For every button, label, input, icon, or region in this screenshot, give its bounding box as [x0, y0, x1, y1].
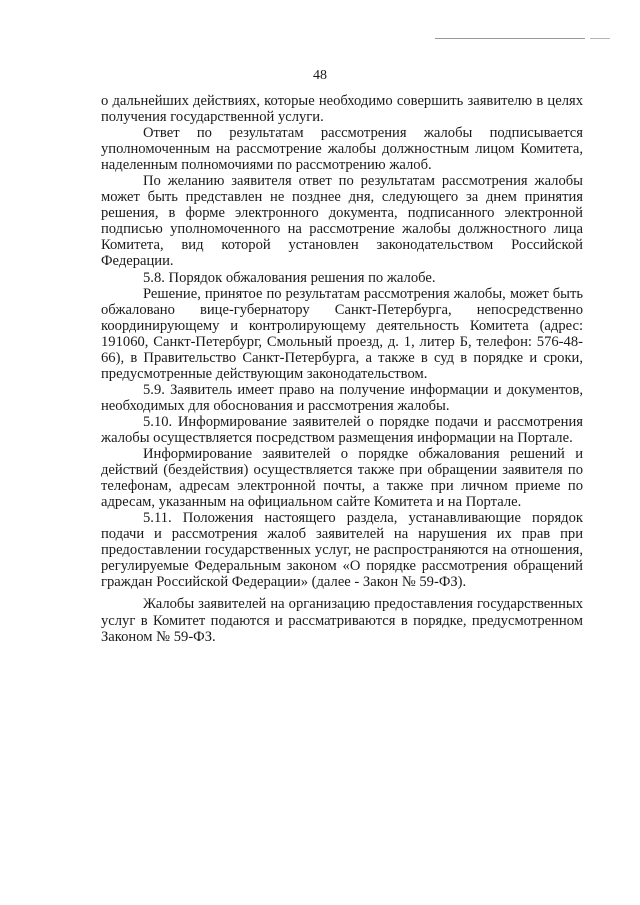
paragraph-informing-applicants: Информирование заявителей о порядке обжалования решений и действий (бездействия) осуществляется также при обращении заявителя по телефонам, адресам электронной почты, а также при личном приеме по адресам, указанным на официальном сайте Комитета и на Портале.	[101, 446, 583, 511]
paragraph-appeal-procedure: Решение, принятое по результатам рассмотрения жалобы, может быть обжаловано вице-губернатору Санкт-Петербурга, непосредственно координирующему и контролирующему деятельность Комитета (адрес: 191060, Санкт-Петербург, Смольный проезд, д. 1, литер Б, телефон: 576-48-66), в Правительство Санкт-Петербурга, а также в суд в порядке и сроки, предусмотренные действующим законодательством.	[101, 285, 583, 382]
header-rule-fragment	[590, 38, 610, 39]
section-5-10: 5.10. Информирование заявителей о порядке подачи и рассмотрения жалобы осуществляется посредством размещения информации на Портале.	[101, 413, 583, 446]
paragraph-continuation: о дальнейших действиях, которые необходимо совершить заявителю в целях получения государственной услуги.	[101, 93, 583, 126]
section-5-11: 5.11. Положения настоящего раздела, устанавливающие порядок подачи и рассмотрения жалоб заявителей на нарушения их прав при предоставлении государственных услуг, не распространяются на отношения, регулируемые Федеральным законом «О порядке рассмотрения обращений граждан Российской Федерации» (далее - Закон № 59-ФЗ).	[101, 510, 583, 591]
paragraph-response-signing: Ответ по результатам рассмотрения жалобы подписывается уполномоченным на рассмотрение жалобы должностным лицом Комитета, наделенным полномочиями по рассмотрению жалоб.	[101, 125, 583, 174]
header-rule	[435, 38, 585, 39]
section-5-9: 5.9. Заявитель имеет право на получение информации и документов, необходимых для обоснования и рассмотрения жалобы.	[101, 381, 583, 414]
section-5-8-heading: 5.8. Порядок обжалования решения по жалобе.	[143, 269, 436, 286]
paragraph-electronic-response: По желанию заявителя ответ по результатам рассмотрения жалобы может быть представлен не позднее дня, следующего за днем принятия решения, в форме электронного документа, подписанного электронной подписью уполномоченного на рассмотрение жалобы должностного лица Комитета, вид которой установлен законодательством Российской Федерации.	[101, 173, 583, 270]
page-number: 48	[313, 68, 327, 83]
paragraph-complaints-organization: Жалобы заявителей на организацию предоставления государственных услуг в Комитет подаются и рассматриваются в порядке, предусмотренном Законом № 59-ФЗ.	[101, 596, 583, 645]
document-body	[101, 93, 583, 645]
